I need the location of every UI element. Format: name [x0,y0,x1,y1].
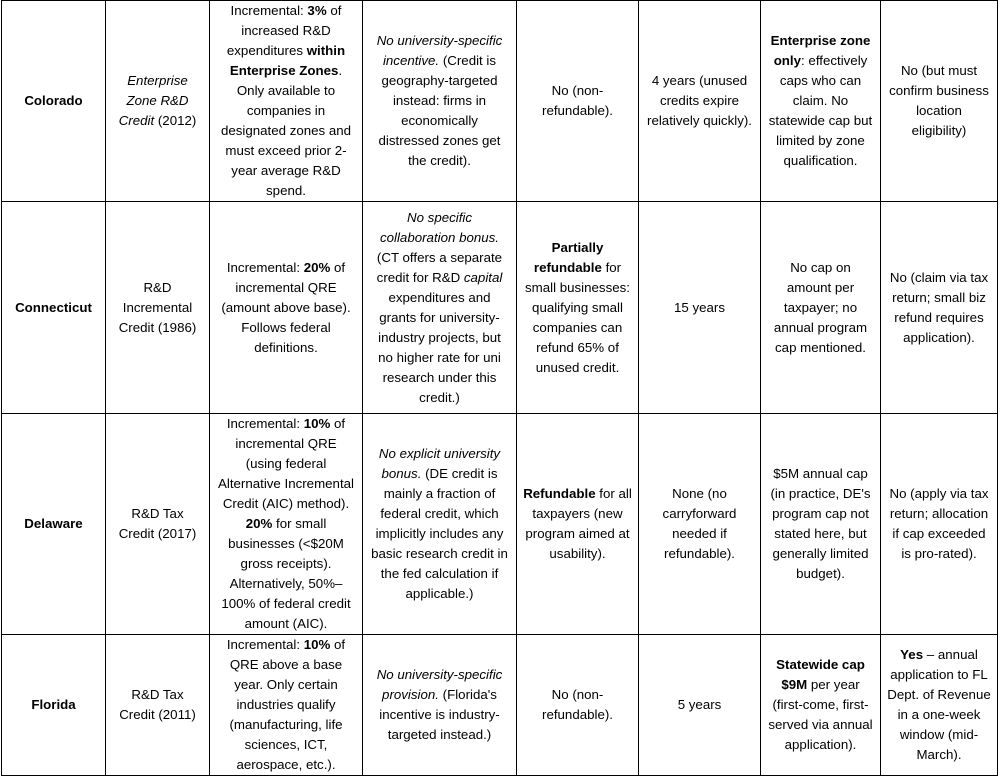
credit-structure-cell [210,1,363,202]
university-incentive-cell [363,202,517,414]
cell-text-run: for small businesses: qualifying small companies can refund 65% of unused credit. [525,259,630,375]
preapproval-cell [881,1,998,202]
cell-text-run: R&D Tax Credit (2011) [119,687,196,722]
cell-text-run: Refundable [523,486,596,501]
cell-text-run: for small businesses (<$20M gross receipts). Alternatively, 50%–100% of federal credit amount (AIC). [221,516,351,631]
cell-text-run: of incremental QRE (using federal Alternative Incremental Credit (AIC) method). [218,416,354,511]
refundable-cell [517,635,639,776]
cell-text-run: Incremental: [226,637,304,652]
state-name-cell: Florida [2,635,106,776]
cell-text-run: (DE credit is mainly a fraction of federal credit, which implicitly includes any basic research credit in the fed calculation if applicable.) [371,466,508,601]
cell-text-run: No (apply via tax return; allocation if cap exceeded is pro-rated). [889,486,989,561]
cell-text-run: Statewide cap $9M [776,657,865,692]
cell-text-run: No (claim via tax return; small biz refund requires application). [889,269,989,345]
state-credit-table [1,0,998,776]
cell-text-run: (2012) [154,113,197,128]
cell-text-run: Incremental: [230,3,308,18]
cell-text-run: Enterprise Zone R&D Credit [118,73,189,128]
table-row-delaware [2,414,998,635]
program-cell [106,635,210,776]
program-cell [106,1,210,202]
cell-text-run: . Only available to companies in designated zones and must exceed prior 2-year average R&D spend. [220,63,352,198]
cell-text-run: per year (first-come, first-served via annual application). [768,677,873,752]
cell-text-run: expenditures and grants for university-industry projects, but no higher rate for uni research under this credit.) [378,289,501,405]
preapproval-cell [881,202,998,414]
university-incentive-cell [363,1,517,202]
cell-text-run: No university-specific incentive. [376,33,503,68]
cell-text-run: : effectively caps who can claim. No statewide cap but limited by zone qualification. [768,53,873,168]
state-name-cell: Colorado [2,1,106,202]
table-row-florida [2,635,998,776]
program-cell [106,414,210,635]
cell-text-run: 10% [303,416,331,431]
refundable-cell [517,1,639,202]
university-incentive-cell [363,414,517,635]
credit-structure-cell [210,202,363,414]
cell-text-run: 15 years [674,299,725,315]
cell-text-run: No (non-refundable). [542,687,613,722]
cell-text-run: within Enterprise Zones [229,43,346,78]
cell-text-run: 20% [245,516,273,531]
cell-text-run: 4 years (unused credits expire relatively quickly). [647,73,752,128]
carryforward-cell [639,635,761,776]
cell-text-run: of incremental QRE (amount above base). Follows federal definitions. [221,259,351,355]
cell-text-run: for all taxpayers (new program aimed at usability). [525,486,632,561]
credit-structure-cell [210,635,363,776]
carryforward-cell [639,202,761,414]
table-row-colorado [2,1,998,202]
cell-text-run: 5 years [677,697,722,712]
cell-text-run: None (no carryforward needed if refundable). [662,486,737,561]
cell-text-run: Incremental: [226,416,304,431]
refundable-cell [517,414,639,635]
state-name-cell: Delaware [2,414,106,635]
cell-text-run: – annual application to FL Dept. of Revenue in a one-week window (mid-March). [887,647,991,762]
cell-text-run: No cap on amount per taxpayer; no annual program cap mentioned. [773,259,868,355]
cell-text-run: 20% [303,259,331,275]
program-cell [106,202,210,414]
preapproval-cell [881,414,998,635]
cap-cell [761,635,881,776]
cell-text-run: No (but must confirm business location eligibility) [889,63,989,138]
cell-text-run: R&D Incremental Credit (1986) [118,279,197,335]
credit-structure-cell [210,414,363,635]
cell-text-run: (Florida's incentive is industry-targeted instead.) [379,687,500,742]
cell-text-run: of increased R&D expenditures [226,3,342,58]
cell-text-run: No explicit university bonus. [378,446,501,481]
cell-text-run: Yes [900,647,924,662]
preapproval-cell [881,635,998,776]
carryforward-cell [639,1,761,202]
cell-text-run: 10% [303,637,331,652]
cell-text-run: (Credit is geography-targeted instead: firms in economically distressed zones get the credit). [378,53,501,168]
university-incentive-cell [363,635,517,776]
cap-cell [761,414,881,635]
cap-cell [761,1,881,202]
cell-text-run: R&D Tax Credit (2017) [118,506,197,541]
cell-text-run: No university-specific provision. [376,667,503,702]
refundable-cell [517,202,639,414]
cell-text-run: $5M annual cap (in practice, DE's program cap not stated here, but generally limited budget). [770,466,871,581]
cell-text-run: (CT offers a separate credit for R&D [376,249,503,285]
cell-text-run: capital [463,269,503,285]
cell-text-run: Enterprise zone only [770,33,871,68]
cap-cell [761,202,881,414]
cell-text-run: Partially refundable [533,239,604,275]
cell-text-run: No specific collaboration bonus. [379,209,500,245]
cell-text-run: Incremental: [226,259,304,275]
cell-text-run: of QRE above a base year. Only certain industries qualify (manufacturing, life sciences, ICT, aerospace, etc.). [229,637,346,772]
state-name-cell: Connecticut [2,202,106,414]
carryforward-cell [639,414,761,635]
cell-text-run: No (non-refundable). [542,83,613,118]
table-row-connecticut [2,202,998,414]
cell-text-run: 3% [307,3,327,18]
